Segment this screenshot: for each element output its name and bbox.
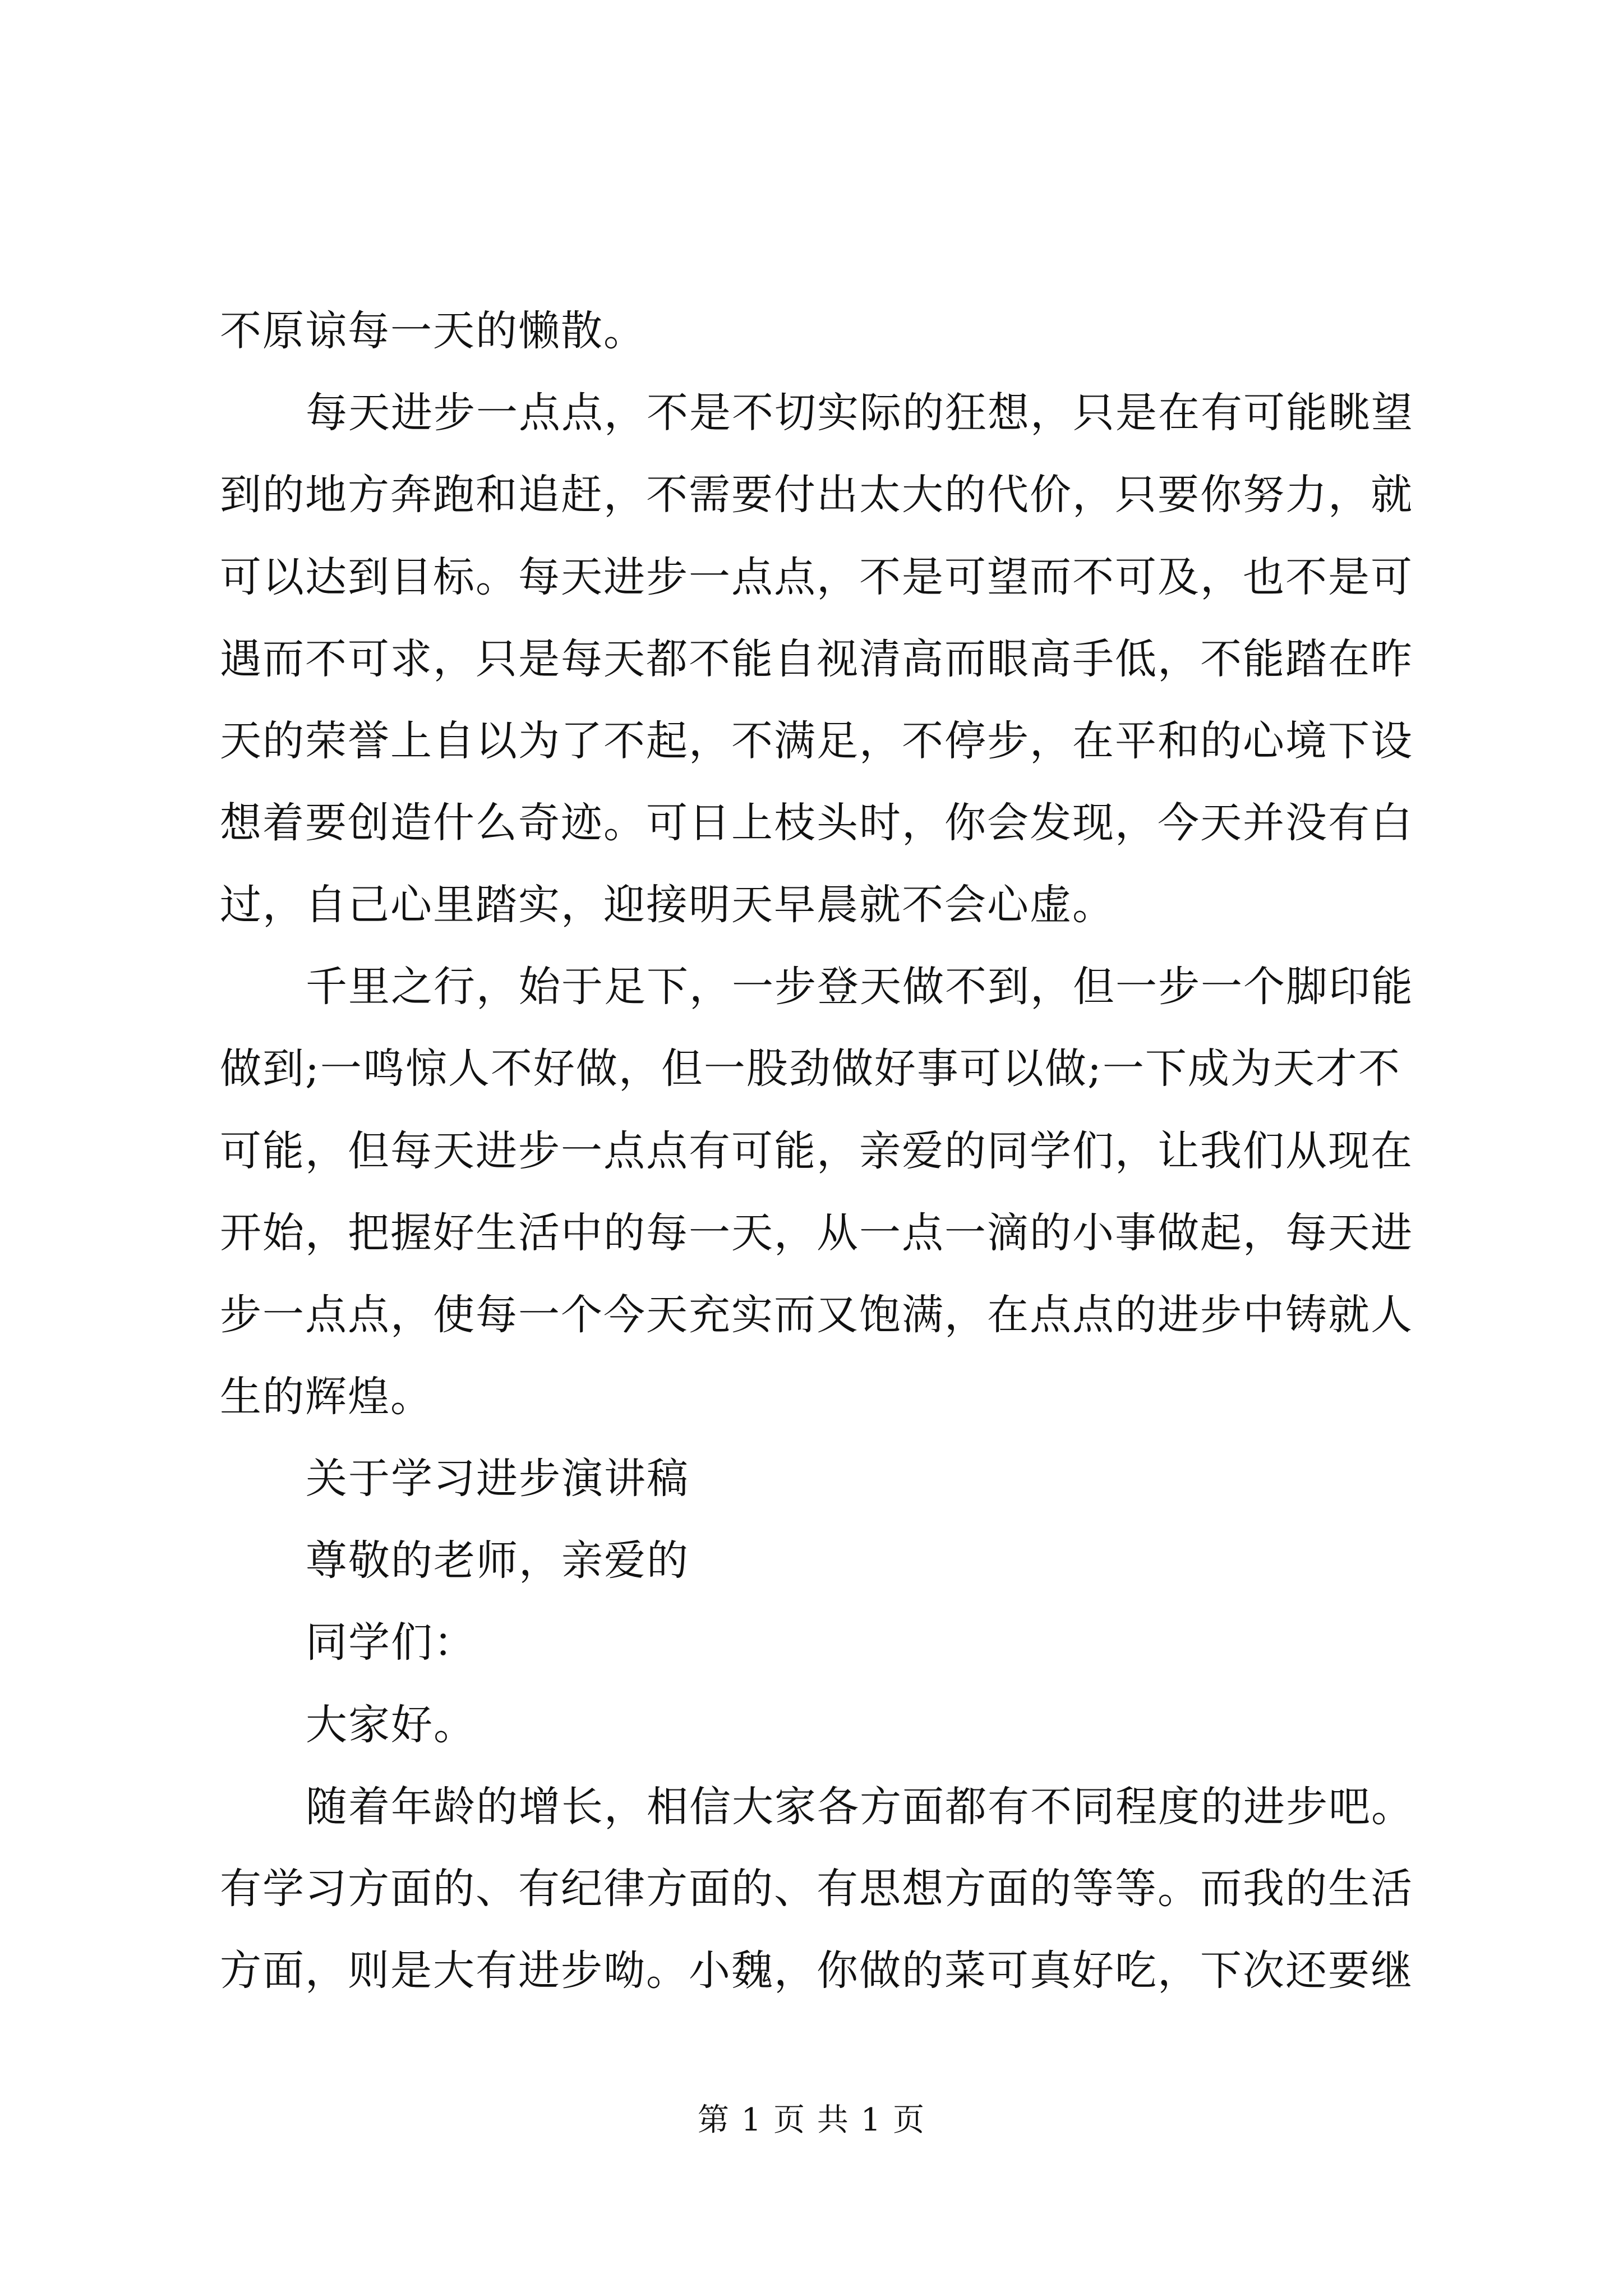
text-line-11: 可能，但每天进步一点点有可能，亲爱的同学们，让我们从现在 [220, 1127, 1413, 1175]
text-line-4: 可以达到目标。每天进步一点点，不是可望而不可及，也不是可 [220, 553, 1413, 601]
text-line-7: 想着要创造什么奇迹。可日上枝头时，你会发现，今天并没有白 [220, 799, 1413, 847]
text-line-3: 到的地方奔跑和追赶，不需要付出太大的代价，只要你努力，就 [220, 471, 1413, 519]
text-line-17: 同学们： [306, 1618, 476, 1667]
text-line-18: 大家好。 [306, 1701, 476, 1749]
text-line-9: 千里之行，始于足下，一步登天做不到，但一步一个脚印能 [306, 963, 1414, 1011]
text-line-2: 每天进步一点点，不是不切实际的狂想，只是在有可能眺望 [306, 389, 1414, 437]
text-line-20: 有学习方面的、有纪律方面的、有思想方面的等等。而我的生活 [220, 1865, 1413, 1913]
text-line-12: 开始，把握好生活中的每一天，从一点一滴的小事做起，每天进 [220, 1209, 1413, 1257]
text-line-21: 方面，则是大有进步呦。小魏，你做的菜可真好吃，下次还要继 [220, 1947, 1413, 1995]
text-line-14: 生的辉煌。 [220, 1373, 433, 1421]
text-line-6: 天的荣誉上自以为了不起，不满足，不停步，在平和的心境下设 [220, 717, 1413, 765]
text-line-8: 过，自己心里踏实，迎接明天早晨就不会心虚。 [220, 881, 1115, 929]
text-line-16: 尊敬的老师，亲爱的 [306, 1536, 689, 1585]
text-line-13: 步一点点，使每一个今天充实而又饱满，在点点的进步中铸就人 [220, 1291, 1413, 1339]
text-line-10: 做到;一鸣惊人不好做，但一股劲做好事可以做;一下成为天才不 [220, 1045, 1401, 1093]
text-line-5: 遇而不可求，只是每天都不能自视清高而眼高手低，不能踏在昨 [220, 635, 1413, 683]
heading-speech-title: 关于学习进步演讲稿 [306, 1455, 689, 1503]
text-line-1: 不原谅每一天的懒散。 [220, 307, 646, 355]
text-line-19: 随着年龄的增长，相信大家各方面都有不同程度的进步吧。 [306, 1783, 1414, 1831]
page-footer: 第 1 页 共 1 页 [697, 2102, 926, 2138]
